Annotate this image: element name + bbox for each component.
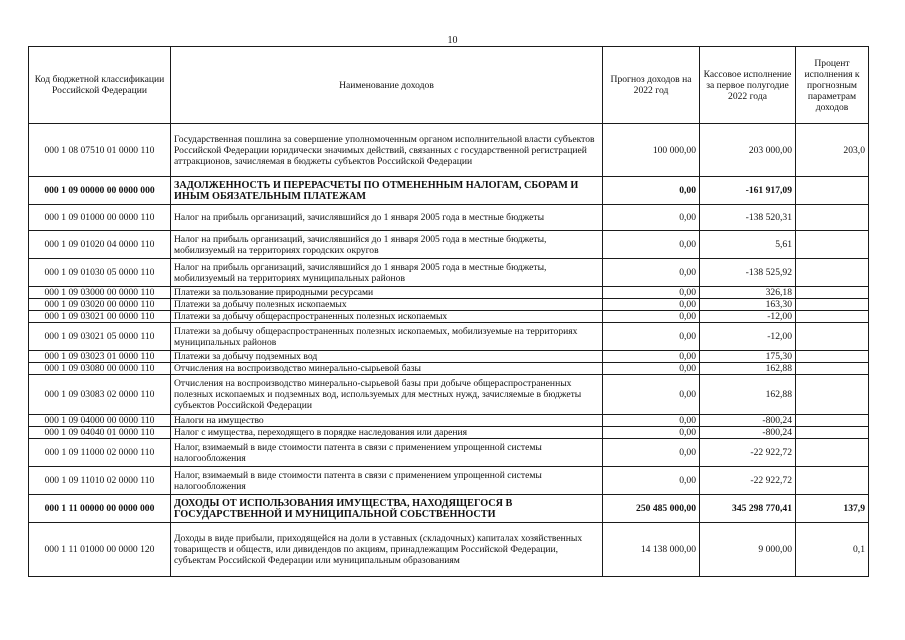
row-forecast: 0,00 xyxy=(603,299,700,311)
table-row xyxy=(29,523,869,577)
row-execution: -12,00 xyxy=(700,323,796,351)
row-execution: 345 298 770,41 xyxy=(700,495,796,523)
row-forecast: 0,00 xyxy=(603,415,700,427)
row-execution: 175,30 xyxy=(700,351,796,363)
row-name: Отчисления на воспроизводство минерально-сырьевой базы xyxy=(171,363,603,375)
row-forecast: 0,00 xyxy=(603,467,700,495)
row-execution: -138 525,92 xyxy=(700,259,796,287)
row-percent xyxy=(796,427,869,439)
row-name: Налог, взимаемый в виде стоимости патента в связи с применением упрощенной системы налогообложения xyxy=(171,439,603,467)
row-percent xyxy=(796,299,869,311)
row-forecast: 0,00 xyxy=(603,427,700,439)
row-name: Налог с имущества, переходящего в порядке наследования или дарения xyxy=(171,427,603,439)
row-forecast: 0,00 xyxy=(603,375,700,415)
row-code: 000 1 09 04000 00 0000 110 xyxy=(29,415,171,427)
table-row xyxy=(29,205,869,231)
header-execution: Кассовое исполнение за первое полугодие 2022 года xyxy=(700,47,796,124)
row-percent xyxy=(796,467,869,495)
table-row xyxy=(29,351,869,363)
row-forecast: 0,00 xyxy=(603,439,700,467)
row-execution: -22 922,72 xyxy=(700,439,796,467)
row-percent xyxy=(796,205,869,231)
header-percent: Процент исполнения к прогнозным параметрам доходов xyxy=(796,47,869,124)
row-code: 000 1 09 03023 01 0000 110 xyxy=(29,351,171,363)
row-code: 000 1 09 03083 02 0000 110 xyxy=(29,375,171,415)
row-code: 000 1 11 00000 00 0000 000 xyxy=(29,495,171,523)
row-percent xyxy=(796,375,869,415)
row-code: 000 1 09 01020 04 0000 110 xyxy=(29,231,171,259)
row-percent: 203,0 xyxy=(796,124,869,177)
row-percent xyxy=(796,363,869,375)
row-forecast: 14 138 000,00 xyxy=(603,523,700,577)
table-row xyxy=(29,177,869,205)
row-execution: -22 922,72 xyxy=(700,467,796,495)
revenue-table xyxy=(28,46,869,577)
row-percent: 137,9 xyxy=(796,495,869,523)
row-code: 000 1 09 03080 00 0000 110 xyxy=(29,363,171,375)
row-percent xyxy=(796,177,869,205)
row-percent xyxy=(796,231,869,259)
row-execution: 9 000,00 xyxy=(700,523,796,577)
row-percent: 0,1 xyxy=(796,523,869,577)
row-name: Платежи за добычу подземных вод xyxy=(171,351,603,363)
table-row xyxy=(29,287,869,299)
row-forecast: 0,00 xyxy=(603,323,700,351)
row-code: 000 1 09 03021 00 0000 110 xyxy=(29,311,171,323)
table-row xyxy=(29,124,869,177)
header-forecast: Прогноз доходов на 2022 год xyxy=(603,47,700,124)
row-code: 000 1 09 11000 02 0000 110 xyxy=(29,439,171,467)
row-forecast: 0,00 xyxy=(603,231,700,259)
row-code: 000 1 09 04040 01 0000 110 xyxy=(29,427,171,439)
table-row xyxy=(29,311,869,323)
row-percent xyxy=(796,415,869,427)
row-code: 000 1 11 01000 00 0000 120 xyxy=(29,523,171,577)
table-row xyxy=(29,415,869,427)
table-row xyxy=(29,427,869,439)
row-name: Платежи за пользование природными ресурсами xyxy=(171,287,603,299)
row-execution: 326,18 xyxy=(700,287,796,299)
row-name: Платежи за добычу общераспространенных полезных ископаемых, мобилизуемые на территориях муниципальных районов xyxy=(171,323,603,351)
row-name: Налог на прибыль организаций, зачислявшийся до 1 января 2005 года в местные бюджеты xyxy=(171,205,603,231)
row-execution: -161 917,09 xyxy=(700,177,796,205)
row-forecast: 0,00 xyxy=(603,205,700,231)
row-forecast: 0,00 xyxy=(603,311,700,323)
table-row xyxy=(29,231,869,259)
row-execution: -800,24 xyxy=(700,427,796,439)
row-execution: 163,30 xyxy=(700,299,796,311)
table-row xyxy=(29,299,869,311)
header-name: Наименование доходов xyxy=(171,47,603,124)
row-forecast: 0,00 xyxy=(603,351,700,363)
table-row xyxy=(29,323,869,351)
row-name: Доходы в виде прибыли, приходящейся на доли в уставных (складочных) капиталах хозяйственных товариществ и обществ, или дивидендов по акциям, принадлежащим Российской Федерации, субъектам Российской Федерации или муниципальным образованиям xyxy=(171,523,603,577)
row-code: 000 1 08 07510 01 0000 110 xyxy=(29,124,171,177)
row-execution: 162,88 xyxy=(700,363,796,375)
row-name: Отчисления на воспроизводство минерально-сырьевой базы при добыче общераспространенных полезных ископаемых и подземных вод, используемых для местных нужд, зачисляемые в бюджеты субъектов Российской Федерации xyxy=(171,375,603,415)
row-code: 000 1 09 03021 05 0000 110 xyxy=(29,323,171,351)
row-execution: -138 520,31 xyxy=(700,205,796,231)
table-row xyxy=(29,495,869,523)
row-code: 000 1 09 03020 00 0000 110 xyxy=(29,299,171,311)
row-code: 000 1 09 00000 00 0000 000 xyxy=(29,177,171,205)
row-percent xyxy=(796,259,869,287)
table-row xyxy=(29,259,869,287)
row-percent xyxy=(796,439,869,467)
row-name: Платежи за добычу полезных ископаемых xyxy=(171,299,603,311)
row-name: Налог на прибыль организаций, зачислявшийся до 1 января 2005 года в местные бюджеты, мобилизуемый на территориях муниципальных районов xyxy=(171,259,603,287)
row-execution: -12,00 xyxy=(700,311,796,323)
row-forecast: 0,00 xyxy=(603,363,700,375)
row-execution: 162,88 xyxy=(700,375,796,415)
row-forecast: 250 485 000,00 xyxy=(603,495,700,523)
row-execution: 5,61 xyxy=(700,231,796,259)
row-forecast: 100 000,00 xyxy=(603,124,700,177)
row-name: ЗАДОЛЖЕННОСТЬ И ПЕРЕРАСЧЕТЫ ПО ОТМЕНЕННЫМ НАЛОГАМ, СБОРАМ И ИНЫМ ОБЯЗАТЕЛЬНЫМ ПЛАТЕЖАМ xyxy=(171,177,603,205)
row-percent xyxy=(796,287,869,299)
header-code: Код бюджетной классификации Российской Федерации xyxy=(29,47,171,124)
row-execution: -800,24 xyxy=(700,415,796,427)
row-code: 000 1 09 01000 00 0000 110 xyxy=(29,205,171,231)
page-number: 10 xyxy=(447,35,458,46)
row-percent xyxy=(796,311,869,323)
table-row xyxy=(29,363,869,375)
table-row xyxy=(29,467,869,495)
row-percent xyxy=(796,323,869,351)
table-row xyxy=(29,439,869,467)
row-code: 000 1 09 01030 05 0000 110 xyxy=(29,259,171,287)
row-code: 000 1 09 11010 02 0000 110 xyxy=(29,467,171,495)
row-name: Платежи за добычу общераспространенных полезных ископаемых xyxy=(171,311,603,323)
row-name: ДОХОДЫ ОТ ИСПОЛЬЗОВАНИЯ ИМУЩЕСТВА, НАХОДЯЩЕГОСЯ В ГОСУДАРСТВЕННОЙ И МУНИЦИПАЛЬНОЙ СОБСТВЕННОСТИ xyxy=(171,495,603,523)
header-row xyxy=(29,47,869,124)
row-name: Налог на прибыль организаций, зачислявшийся до 1 января 2005 года в местные бюджеты, мобилизуемый на территориях городских округов xyxy=(171,231,603,259)
row-name: Налог, взимаемый в виде стоимости патента в связи с применением упрощенной системы налогообложения xyxy=(171,467,603,495)
row-percent xyxy=(796,351,869,363)
row-code: 000 1 09 03000 00 0000 110 xyxy=(29,287,171,299)
row-execution: 203 000,00 xyxy=(700,124,796,177)
row-forecast: 0,00 xyxy=(603,287,700,299)
row-name: Государственная пошлина за совершение уполномоченным органом исполнительной власти субъектов Российской Федерации юридически значимых действий, связанных с государственной регистрацией аттракционов, зачисляемая в бюджеты субъектов Российской Федерации xyxy=(171,124,603,177)
row-name: Налоги на имущество xyxy=(171,415,603,427)
row-forecast: 0,00 xyxy=(603,177,700,205)
row-forecast: 0,00 xyxy=(603,259,700,287)
table-row xyxy=(29,375,869,415)
